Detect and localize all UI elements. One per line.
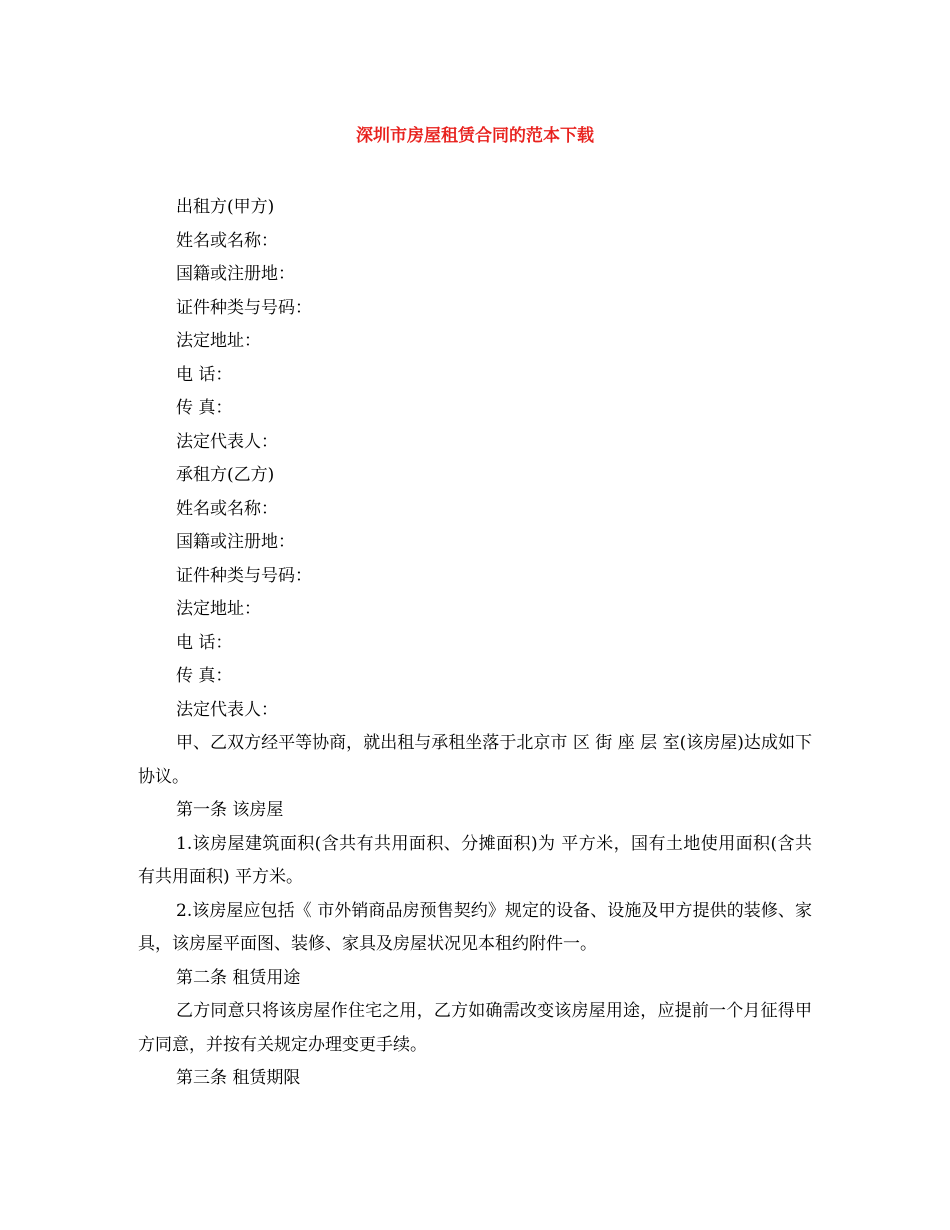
lessor-legal-rep-field: 法定代表人： (176, 431, 278, 452)
lessee-fax-field: 传 真： (176, 666, 233, 686)
lessee-heading: 承租方(乙方) (176, 465, 275, 485)
lessor-id-field: 证件种类与号码： (176, 297, 312, 318)
lessee-nationality-field: 国籍或注册地： (176, 532, 295, 552)
document-title: 深圳市房屋租赁合同的范本下载 (356, 126, 594, 146)
lessee-legal-rep-field: 法定代表人： (176, 699, 278, 720)
article-1-clause-1: 1.该房屋建筑面积(含共有共用面积、分摊面积)为 平方米，国有土地使用面积(含共有共用面积) 平方米。 (138, 833, 812, 887)
article-2-heading: 第二条 租赁用途 (176, 967, 301, 988)
lessee-id-field: 证件种类与号码： (176, 565, 312, 586)
article-1-clause-2: 2.该房屋应包括《 市外销商品房预售契约》规定的设备、设施及甲方提供的装修、家具，该房屋平面图、装修、家具及房屋状况见本租约附件一。 (138, 900, 812, 954)
article-2-clause-1: 乙方同意只将该房屋作住宅之用，乙方如确需改变该房屋用途，应提前一个月征得甲方同意，并按有关规定办理变更手续。 (138, 1001, 812, 1055)
lessor-address-field: 法定地址： (176, 331, 261, 351)
lessee-address-field: 法定地址： (176, 599, 261, 619)
lessor-nationality-field: 国籍或注册地： (176, 264, 295, 284)
lessor-fax-field: 传 真： (176, 398, 233, 418)
lessee-phone-field: 电 话： (176, 632, 233, 653)
lessor-heading: 出租方(甲方) (176, 197, 275, 217)
lessor-name-field: 姓名或名称： (176, 230, 278, 251)
article-1-heading: 第一条 该房屋 (176, 800, 284, 820)
lessee-name-field: 姓名或名称： (176, 498, 278, 519)
document-body (138, 191, 812, 1096)
article-3-heading: 第三条 租赁期限 (176, 1068, 301, 1088)
intro-paragraph: 甲、乙双方经平等协商，就出租与承租坐落于北京市 区 街 座 层 室(该房屋)达成如下协议。 (138, 733, 812, 787)
lessor-phone-field: 电 话： (176, 364, 233, 385)
